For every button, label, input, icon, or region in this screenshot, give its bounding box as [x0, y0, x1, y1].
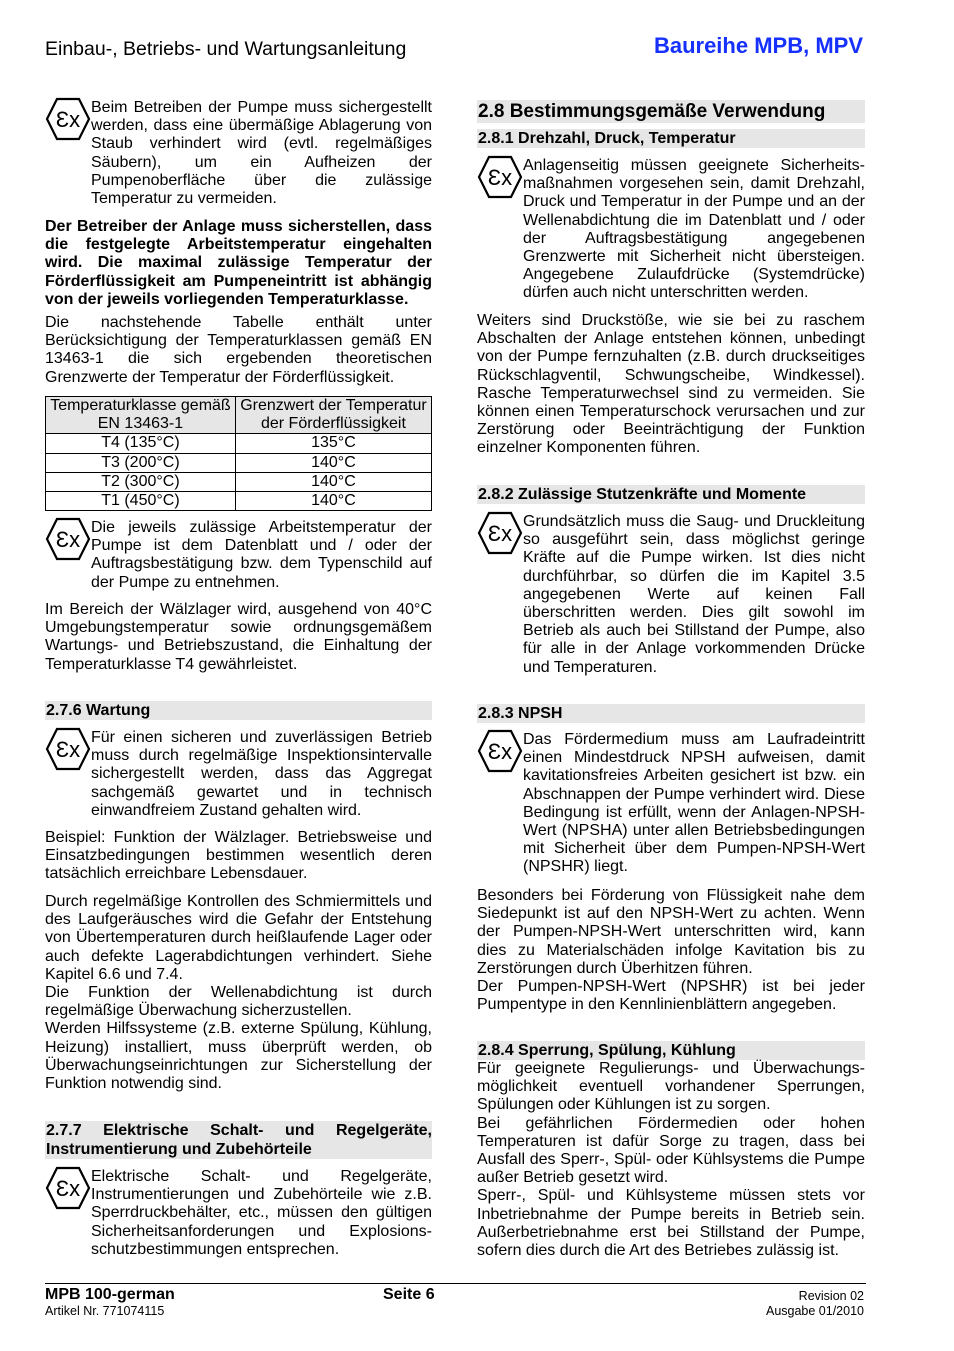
- paragraph: Beispiel: Funktion der Wälzlager. Betriebsweise und Einsatzbedingungen bestimmen wesentlich deren tatsächlich erreichbare Lebensdauer.: [45, 829, 432, 883]
- section-heading: 2.8.3 NPSH: [477, 704, 865, 723]
- warning-text: Das Fördermedium muss am Laufradeintritt einen Mindestdruck NPSH aufweisen, damit kavitationsfreies Arbeiten gesichert ist bzw. ein Abschnappen der Pumpe verhindert wird. Diese Bedingung ist erfüllt, wenn der Anlagen-NPSH-Wert (NPSHA) unter allen Betriebsbedingungen mit Sicherheit über dem Pumpen-NPSH-Wert (NPSHR) liegt.: [523, 731, 865, 876]
- table-row: T4 (135°C) 135°C: [46, 434, 432, 453]
- paragraph: Der Betreiber der Anlage muss sicherstellen, dass die festgelegte Arbeitstemperatur eingehalten wird. Die maximal zulässige Temperatur der Förderflüssigkeit am Pumpeneintritt ist abhängig von der jeweils vorliegenden Temperaturklasse.: [45, 218, 432, 308]
- edition: Ausgabe 01/2010: [765, 1304, 864, 1318]
- revision: Revision 02: [798, 1289, 864, 1303]
- paragraph: Durch regelmäßige Kontrollen des Schmiermittels und des Laufgeräusches wird die Gefahr der Entstehung von Übertemperaturen durch heißlaufende Lager oder auch defekte Lagerabdichtungen verhindert. Siehe Kapitel 6.6 und 7.4.: [45, 893, 432, 983]
- table-row: T3 (200°C) 140°C: [46, 453, 432, 472]
- ex-icon: [45, 97, 91, 141]
- ex-warning: [45, 519, 432, 592]
- paragraph: Weiters sind Druckstöße, wie sie bei zu raschem Abschalten der Anlage entstehen können, unbedingt von der Pumpe fernzuhalten (z.B. durch druckseitiges Rückschlagventil, Schwungscheibe, Windkessel). Rasche Temperaturwechsel sind zu vermeiden. Sie können einen Temperaturschock verursachen und zur Zerstörung oder Beeinträchtigung der Funktion einzelner Komponenten führen.: [477, 312, 865, 457]
- section-heading: 2.7.6 Wartung: [45, 701, 432, 720]
- ex-icon: [477, 155, 523, 199]
- table-row: T2 (300°C) 140°C: [46, 472, 432, 491]
- section-heading: 2.8.4 Sperrung, Spülung, Kühlung: [477, 1041, 865, 1060]
- ex-warning: [45, 99, 432, 208]
- warning-text: Elektrische Schalt- und Regelgeräte, Instrumentierungen und Zubehörteile wie z.B. Sperrdruckbehälter, etc., müssen den gültigen Sicherheitsanforderungen und Explosions-schutzbestimmungen entsprechen.: [91, 1168, 432, 1258]
- paragraph: Im Bereich der Wälzlager wird, ausgehend von 40°C Umgebungstemperatur sowie ordnungsgemäßem Wartungs- und Betriebszustand, die Einhaltung der Temperaturklasse T4 gewährleistet.: [45, 601, 432, 673]
- section-heading: 2.8 Bestimmungsgemäße Verwendung: [477, 100, 865, 123]
- warning-text: Anlagenseitig müssen geeignete Sicherheits-maßnahmen vorgesehen sein, damit Drehzahl, Druck und Temperatur in der Pumpe und an der Wellenabdichtung die im Datenblatt und / oder der Auftragsbestätigung angegebenen Grenzwerte mit Sicherheit nicht übersteigen. Angegebene Zulaufdrücke (Systemdrücke) dürfen auch nicht unterschritten werden.: [523, 157, 865, 302]
- paragraph: Besonders bei Förderung von Flüssigkeit nahe dem Siedepunkt ist auf den NPSH-Wert zu achten. Wenn der Pumpen-NPSH-Wert unterschritten wird, kann dies zu Materialschäden infolge Kavitation bis zu Zerstörungen durch Überhitzen führen.: [477, 887, 865, 977]
- section-heading: 2.7.7 Elektrische Schalt- und Regelgeräte, Instrumentierung und Zubehörteile: [46, 1122, 432, 1158]
- ex-icon: [477, 511, 523, 555]
- paragraph: Bei gefährlichen Fördermedien oder hohen Temperaturen ist dafür Sorge zu tragen, dass bei Ausfall des Sperr-, Spül- oder Kühlsystems die Pumpe außer Betrieb gesetzt wird.: [477, 1114, 865, 1187]
- table-row: T1 (450°C) 140°C: [46, 492, 432, 511]
- ex-icon: [45, 1166, 91, 1210]
- paragraph: Für geeignete Regulierungs- und Überwachungs-möglichkeit eventuell vorhandener Sperrungen, Spülungen oder Kühlungen ist zu sorgen.: [477, 1060, 865, 1114]
- section-heading: 2.8.1 Drehzahl, Druck, Temperatur: [477, 129, 865, 148]
- article-number: Artikel Nr. 771074115: [45, 1304, 165, 1318]
- ex-warning: [45, 729, 432, 820]
- product-series: Baureihe MPB, MPV: [653, 33, 863, 58]
- temperature-table: [45, 396, 432, 511]
- ex-warning: [477, 513, 865, 677]
- paragraph: Sperr-, Spül- und Kühlsysteme müssen stets vor Inbetriebnahme der Pumpe bereits in Betrieb sein. Außerbetriebnahme erst bei Stillstand der Pumpe, sofern dies durch die Art des Betriebes zulässig ist.: [477, 1187, 865, 1260]
- paragraph: Werden Hilfssysteme (z.B. externe Spülung, Kühlung, Heizung) installiert, muss überprüft werden, ob Überwachungseinrichtungen zur Sicherstellung der Funktion notwendig sind.: [45, 1020, 432, 1093]
- section-heading: 2.8.2 Zulässige Stutzenkräfte und Momente: [477, 485, 865, 504]
- warning-text: Grundsätzlich muss die Saug- und Druckleitung so ausgeführt sein, dass möglichst geringe Kräfte auf die Pumpe wirken. Ist dies nicht durchführbar, so dürfen die im Kapitel 3.5 angegebenen Werte auf keinen Fall überschritten werden. Dies gilt sowohl im Betrieb als auch bei Stillstand der Pumpe, also für alle in der Anlage vorkommenden Drücke und Temperaturen.: [523, 513, 865, 676]
- page-number: Seite 6: [383, 1286, 435, 1303]
- ex-icon: [45, 517, 91, 561]
- warning-text: Beim Betreiben der Pumpe muss sichergestellt werden, dass eine übermäßige Ablagerung von Staub verhindert wird (evtl. regelmäßiges Säubern), um ein Aufheizen der Pumpenoberfläche über die zulässige Temperatur zu vermeiden.: [91, 99, 432, 208]
- ex-warning: [477, 731, 865, 877]
- paragraph: Die nachstehende Tabelle enthält unter Berücksichtigung der Temperaturklassen gemäß EN 13463-1 die sich ergebenden theoretischen Grenzwerte der Temperatur der Förderflüssigkeit.: [45, 314, 432, 386]
- ex-icon: [477, 729, 523, 773]
- header-cell: Grenzwert der Temperatur der Förderflüssigkeit: [235, 397, 431, 434]
- ex-warning: [477, 157, 865, 303]
- paragraph: Die Funktion der Wellenabdichtung ist durch regelmäßige Überwachung sicherzustellen.: [45, 984, 432, 1020]
- footer: [45, 1283, 866, 1318]
- paragraph: Der Pumpen-NPSH-Wert (NPSHR) ist bei jeder Pumpentype in den Kennlinienblättern angegeben.: [477, 978, 865, 1014]
- document-title: Einbau-, Betriebs- und Wartungsanleitung: [45, 38, 407, 60]
- header-cell: Temperaturklasse gemäß EN 13463-1: [46, 397, 236, 434]
- warning-text: Für einen sicheren und zuverlässigen Betrieb muss durch regelmäßige Inspektionsintervalle sichergestellt werden, dass das Aggregat sachgemäß gewartet und in technisch einwandfreiem Zustand gehalten wird.: [91, 729, 432, 819]
- warning-text: Die jeweils zulässige Arbeitstemperatur der Pumpe ist dem Datenblatt und / oder der Auftragsbestätigung bzw. dem Typenschild auf der Pumpe zu entnehmen.: [91, 519, 432, 591]
- ex-warning: [45, 1168, 432, 1259]
- document-code: MPB 100-german: [45, 1286, 175, 1303]
- ex-icon: [45, 727, 91, 771]
